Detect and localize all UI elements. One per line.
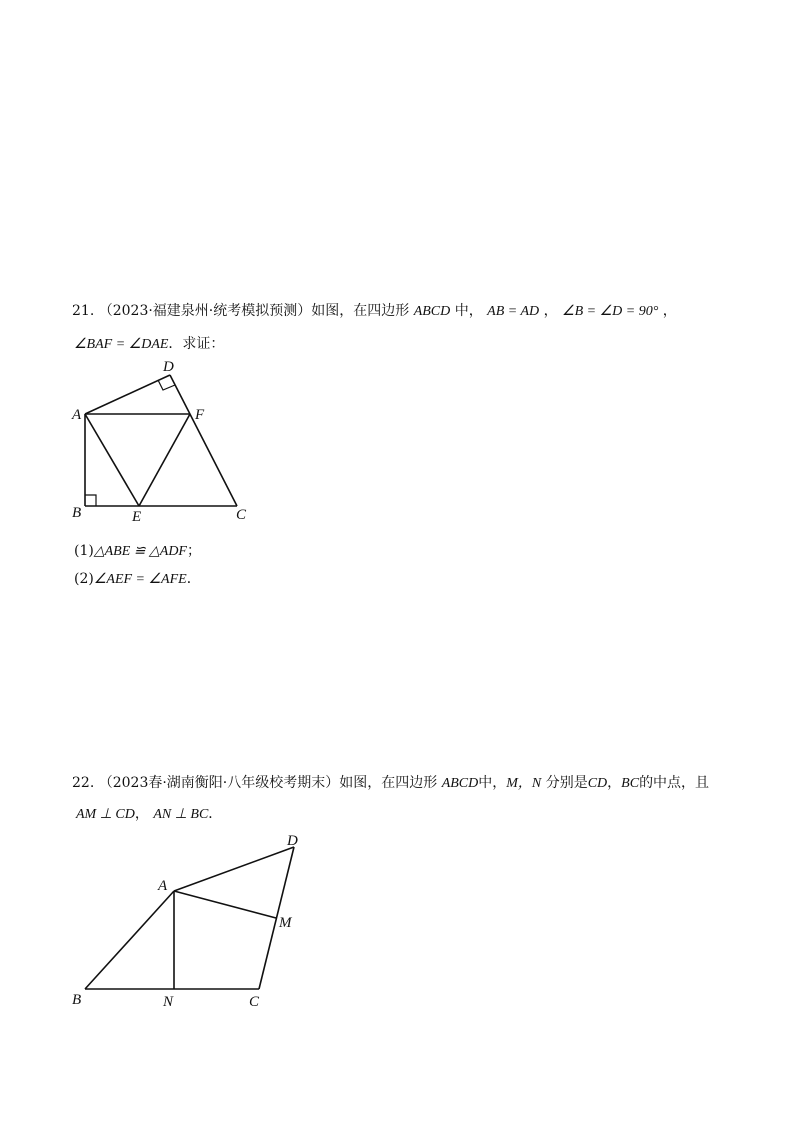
q22-quad: ABCD bbox=[441, 776, 479, 791]
q21-part1-num: (1) bbox=[74, 543, 94, 559]
q21-intro: 如图，在四边形 bbox=[311, 303, 410, 319]
q21-part1-end: ； bbox=[186, 543, 201, 559]
q22-label-N: N bbox=[163, 994, 174, 1010]
q22-number: 22. bbox=[72, 775, 95, 791]
q22-seg-AM bbox=[174, 891, 276, 918]
q21-cond2: ∠B = ∠D = 90° bbox=[562, 304, 659, 319]
q21-mid: 中， bbox=[454, 303, 483, 319]
q21-sep1: ， bbox=[543, 303, 558, 319]
q21-cond3: ∠BAF = ∠DAE bbox=[74, 337, 169, 352]
q22-sep: ， bbox=[134, 806, 149, 822]
q21-quad: ABCD bbox=[413, 304, 451, 319]
q21-part2-num: (2) bbox=[74, 571, 94, 587]
q22-source: （2023春·湖南衡阳·八年级校考期末） bbox=[98, 775, 340, 791]
q21-sep2: ， bbox=[662, 303, 677, 319]
q21-label-A: A bbox=[72, 407, 82, 423]
q22-bc: BC bbox=[621, 776, 640, 791]
q21-label-B: B bbox=[72, 505, 82, 521]
q22-are: 分别是 bbox=[545, 775, 588, 791]
q22-intro: 如图，在四边形 bbox=[339, 775, 438, 791]
q21-part1-expr: △ABE ≌ △ADF bbox=[93, 544, 187, 559]
q22-label-A: A bbox=[158, 878, 168, 894]
q22-seg-DA bbox=[174, 847, 294, 891]
q22-mn: M，N bbox=[506, 776, 542, 791]
q22-cond2: AN ⊥ BC bbox=[153, 807, 209, 822]
q22-label-D: D bbox=[287, 833, 298, 849]
q22-mid: 中， bbox=[478, 775, 507, 791]
q22-label-C: C bbox=[249, 994, 260, 1010]
q21-part2-end: ． bbox=[186, 571, 201, 587]
q21-label-F: F bbox=[195, 407, 205, 423]
q22-label-M: M bbox=[279, 915, 292, 931]
q21-label-D: D bbox=[163, 359, 174, 375]
q22-cd: CD bbox=[587, 776, 608, 791]
q22-cond1: AM ⊥ CD bbox=[76, 807, 135, 822]
q21-cond1: AB = AD bbox=[487, 304, 540, 319]
q21-source: （2023·福建泉州·统考模拟预测） bbox=[98, 303, 312, 319]
q21-part2-expr: ∠AEF = ∠AFE bbox=[93, 572, 187, 587]
q22-seg-AB bbox=[85, 891, 174, 989]
q22-mids: 的中点，且 bbox=[639, 775, 710, 791]
q21-label-C: C bbox=[236, 507, 247, 523]
q21-number: 21. bbox=[72, 303, 95, 319]
q22-end: ． bbox=[208, 806, 223, 822]
q21-label-E: E bbox=[132, 509, 142, 525]
q22-label-B: B bbox=[72, 992, 82, 1008]
q22-comma: ， bbox=[607, 775, 622, 791]
q21-tail: ．求证： bbox=[168, 336, 225, 352]
